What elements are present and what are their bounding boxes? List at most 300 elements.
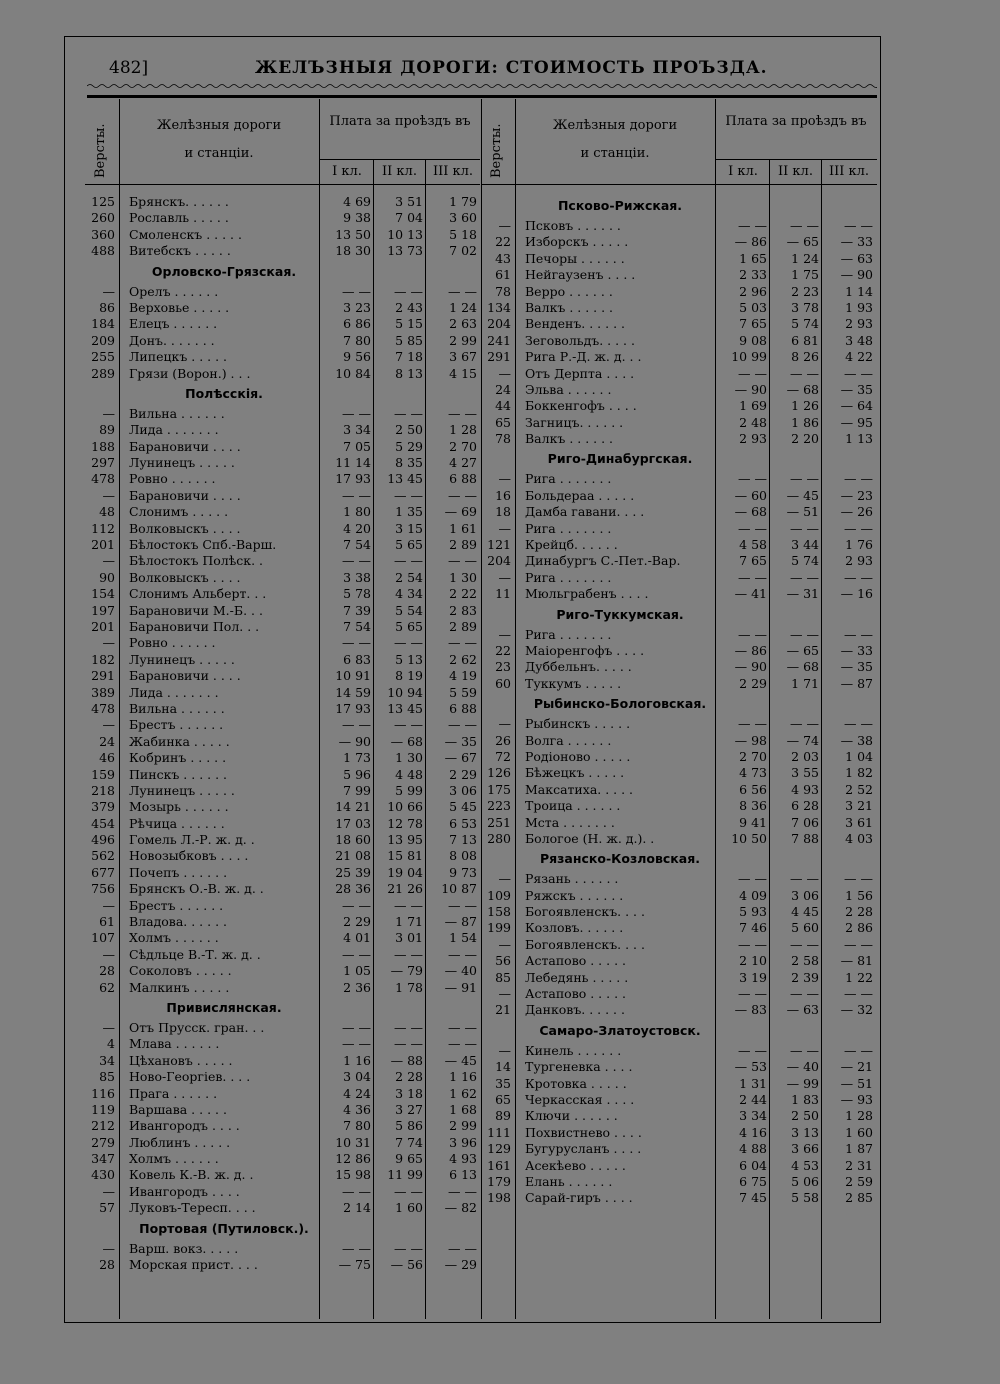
- versts-cell: —: [498, 716, 511, 732]
- section-heading: [481, 447, 877, 471]
- station-cell: Цѣхановъ . . . . .: [129, 1052, 233, 1068]
- fare-class3-cell: — 16: [840, 586, 873, 602]
- table-row: [85, 1241, 480, 1257]
- table-row: [85, 300, 480, 316]
- fare-class3-cell: 2 85: [845, 1190, 873, 1206]
- versts-cell: 179: [487, 1173, 511, 1189]
- station-cell: Елань . . . . . .: [525, 1173, 613, 1189]
- right-rows: [481, 194, 877, 1207]
- fare-class2-cell: — —: [790, 218, 819, 233]
- fare-class2-cell: 3 06: [791, 887, 819, 903]
- fare-class2-cell: 10 66: [387, 799, 423, 815]
- versts-cell: 121: [487, 537, 511, 553]
- fare-class2-cell: 3 44: [791, 537, 819, 553]
- fare-class1-cell: 12 86: [335, 1151, 371, 1167]
- station-cell: Ковель К.-В. ж. д. .: [129, 1167, 254, 1183]
- fare-class2-cell: — —: [394, 553, 423, 569]
- fare-class2-cell: 3 15: [395, 520, 423, 536]
- fare-class1-cell: 4 69: [343, 194, 371, 209]
- station-cell: Троица . . . . . .: [525, 798, 621, 814]
- fare-class3-cell: 2 29: [449, 766, 477, 782]
- fare-class1-cell: 2 33: [739, 267, 767, 283]
- table-row: [85, 603, 480, 619]
- fare-class2-cell: — —: [394, 897, 423, 913]
- fare-class2-cell: 15 81: [387, 848, 423, 864]
- versts-cell: —: [102, 405, 115, 421]
- fare-class2-cell: 5 86: [395, 1118, 423, 1134]
- fare-class1-cell: — —: [342, 487, 371, 503]
- table-row: [481, 218, 877, 234]
- station-cell: Астапово . . . . .: [525, 953, 626, 969]
- versts-cell: 280: [487, 830, 511, 846]
- fare-class1-cell: 6 83: [343, 651, 371, 667]
- fare-class1-cell: 17 93: [335, 700, 371, 716]
- fare-class1-cell: — 41: [734, 586, 767, 602]
- fare-class1-cell: 7 46: [739, 920, 767, 936]
- fare-class2-cell: — 63: [786, 1002, 819, 1018]
- fare-class2-cell: 6 28: [791, 798, 819, 814]
- versts-cell: 107: [91, 930, 115, 946]
- versts-cell: 125: [91, 194, 115, 209]
- table-row: [85, 488, 480, 504]
- fare-class2-cell: — —: [790, 986, 819, 1002]
- fare-header: Плата за проѣздъ въ: [329, 114, 471, 129]
- fare-class2-cell: 8 35: [395, 455, 423, 471]
- station-cell: Барановичи . . . .: [129, 438, 241, 454]
- versts-cell: 197: [91, 602, 115, 618]
- versts-cell: —: [102, 717, 115, 733]
- table-row: [481, 521, 877, 537]
- fare-class2-cell: 5 65: [395, 618, 423, 634]
- fare-class1-cell: — —: [738, 520, 767, 536]
- station-cell: Лунинецъ . . . . .: [129, 782, 235, 798]
- station-cell: Соколовъ . . . . .: [129, 963, 232, 979]
- versts-cell: 209: [91, 332, 115, 348]
- fare-class2-cell: 19 04: [387, 864, 423, 880]
- fare-class2-cell: — 68: [390, 733, 423, 749]
- fare-class3-cell: 3 21: [845, 798, 873, 814]
- table-row: [85, 406, 480, 422]
- fare-class2-cell: 1 78: [395, 979, 423, 995]
- fare-class3-cell: 1 60: [845, 1124, 873, 1140]
- table-row: [481, 782, 877, 798]
- fare-class2-cell: 8 26: [791, 349, 819, 365]
- table-row: [481, 970, 877, 986]
- station-cell: Тургеневка . . . .: [525, 1059, 633, 1075]
- versts-cell: 201: [91, 537, 115, 553]
- fare-class2-cell: 5 99: [395, 782, 423, 798]
- station-cell: Козловъ. . . . . .: [525, 920, 624, 936]
- station-cell: Барановичи Пол. . .: [129, 618, 260, 634]
- class3-header: III кл.: [828, 164, 870, 179]
- versts-cell: —: [102, 1019, 115, 1035]
- fare-header: Плата за проѣздъ въ: [725, 114, 867, 129]
- station-cell: Сарай-гиръ . . . .: [525, 1190, 633, 1206]
- versts-cell: —: [102, 897, 115, 913]
- fare-class1-cell: — —: [342, 553, 371, 569]
- fare-class3-cell: — 23: [840, 487, 873, 503]
- fare-class1-cell: — —: [342, 717, 371, 733]
- roads-header-line1: Желѣзныя дороги: [156, 118, 282, 133]
- table-row: [85, 652, 480, 668]
- page-header: [65, 54, 880, 84]
- fare-class2-cell: 7 18: [395, 349, 423, 365]
- versts-cell: 389: [91, 684, 115, 700]
- fare-class3-cell: — 87: [444, 914, 477, 930]
- fare-class1-cell: 2 14: [343, 1200, 371, 1216]
- fare-class1-cell: — 90: [338, 733, 371, 749]
- fare-class1-cell: — —: [738, 716, 767, 732]
- table-row: [481, 1174, 877, 1190]
- fare-class1-cell: 4 36: [343, 1101, 371, 1117]
- fare-class1-cell: — —: [342, 283, 371, 299]
- fare-class3-cell: 4 19: [449, 668, 477, 684]
- fare-class3-cell: 3 67: [449, 349, 477, 365]
- table-row: [85, 243, 480, 259]
- fare-class1-cell: 9 56: [343, 349, 371, 365]
- fare-class3-cell: 2 28: [845, 904, 873, 920]
- station-cell: Изборскъ . . . . .: [525, 234, 629, 250]
- versts-cell: 48: [99, 504, 115, 520]
- station-cell: Дуббельнъ. . . . .: [525, 659, 632, 675]
- right-table: [481, 99, 877, 1319]
- fare-class2-cell: 4 53: [791, 1157, 819, 1173]
- fare-class3-cell: 1 93: [845, 299, 873, 315]
- fare-class2-cell: — 40: [786, 1059, 819, 1075]
- fare-class1-cell: — 83: [734, 1002, 767, 1018]
- versts-cell: 57: [99, 1200, 115, 1216]
- fare-class1-cell: 6 56: [739, 781, 767, 797]
- fare-class3-cell: — —: [448, 635, 477, 651]
- fare-class2-cell: 2 23: [791, 283, 819, 299]
- fare-class2-cell: — —: [790, 716, 819, 732]
- fare-class1-cell: — —: [342, 897, 371, 913]
- table-row: [481, 284, 877, 300]
- versts-cell: —: [102, 283, 115, 299]
- fare-class1-cell: 9 08: [739, 332, 767, 348]
- fare-class1-cell: — 86: [734, 234, 767, 250]
- station-cell: Ряжскъ . . . . . .: [525, 887, 624, 903]
- versts-cell: —: [102, 946, 115, 962]
- table-row: [481, 627, 877, 643]
- fare-class3-cell: 3 96: [449, 1134, 477, 1150]
- fare-class3-cell: 6 88: [449, 700, 477, 716]
- fare-class2-cell: 4 45: [791, 904, 819, 920]
- table-row: [481, 316, 877, 332]
- fare-class1-cell: 4 73: [739, 765, 767, 781]
- section-title: Орловско-Грязская.: [151, 263, 297, 279]
- versts-cell: 218: [91, 782, 115, 798]
- table-row: [85, 1184, 480, 1200]
- versts-cell: 154: [91, 586, 115, 602]
- section-title: Полѣсскія.: [185, 385, 263, 401]
- fare-class3-cell: 1 87: [845, 1141, 873, 1157]
- station-cell: Барановичи М.-Б. . .: [129, 602, 263, 618]
- table-row: [85, 717, 480, 733]
- fare-class1-cell: 7 45: [739, 1190, 767, 1206]
- fare-class3-cell: 2 62: [449, 651, 477, 667]
- fare-class2-cell: 10 94: [387, 684, 423, 700]
- fare-class2-cell: 2 03: [791, 748, 819, 764]
- table-row: [85, 816, 480, 832]
- fare-class3-cell: 10 87: [441, 881, 477, 897]
- fare-class3-cell: 2 70: [449, 438, 477, 454]
- fare-class1-cell: 7 99: [343, 782, 371, 798]
- fare-class1-cell: 2 93: [739, 431, 767, 447]
- fare-class1-cell: 1 31: [739, 1075, 767, 1091]
- station-cell: Волковыскъ . . . .: [129, 569, 241, 585]
- table-row: [481, 300, 877, 316]
- fare-class1-cell: 2 70: [739, 748, 767, 764]
- versts-cell: 23: [495, 659, 511, 675]
- versts-cell: 291: [91, 668, 115, 684]
- fare-class2-cell: 1 35: [395, 504, 423, 520]
- fare-class3-cell: 1 54: [449, 930, 477, 946]
- fare-class1-cell: 5 96: [343, 766, 371, 782]
- fare-class3-cell: — —: [844, 218, 873, 233]
- fare-class2-cell: 1 30: [395, 750, 423, 766]
- station-cell: Загницъ. . . . . .: [525, 414, 624, 430]
- section-title: Риго-Туккумская.: [556, 606, 684, 622]
- fare-class2-cell: 1 75: [791, 267, 819, 283]
- table-row: [481, 716, 877, 732]
- station-cell: Мюльграбенъ . . . .: [525, 586, 649, 602]
- versts-cell: 22: [495, 642, 511, 658]
- fare-class3-cell: — 63: [840, 250, 873, 266]
- fare-class2-cell: 1 86: [791, 414, 819, 430]
- station-cell: Холмъ . . . . . .: [129, 1151, 219, 1167]
- station-cell: Рига Р.-Д. ж. д. . .: [525, 349, 642, 365]
- station-cell: Ивангородъ . . . .: [129, 1183, 240, 1199]
- fare-class1-cell: 1 69: [739, 398, 767, 414]
- fare-class3-cell: — 51: [840, 1075, 873, 1091]
- station-cell: Маіоренгофъ . . . .: [525, 642, 645, 658]
- fare-class1-cell: 4 20: [343, 520, 371, 536]
- versts-cell: 56: [495, 953, 511, 969]
- table-row: [481, 920, 877, 936]
- fare-class2-cell: — —: [790, 936, 819, 952]
- fare-class1-cell: — —: [738, 626, 767, 642]
- fare-class3-cell: 2 63: [449, 316, 477, 332]
- fare-class2-cell: — —: [790, 365, 819, 381]
- station-cell: Валкъ . . . . . .: [525, 431, 614, 447]
- versts-cell: 251: [487, 814, 511, 830]
- fare-class2-cell: 7 04: [395, 210, 423, 226]
- fare-class2-cell: — —: [394, 1183, 423, 1199]
- fare-class1-cell: — —: [342, 1183, 371, 1199]
- fare-class2-cell: 13 73: [387, 243, 423, 259]
- table-row: [481, 1043, 877, 1059]
- fare-class2-cell: 5 65: [395, 537, 423, 553]
- fare-class3-cell: — —: [448, 283, 477, 299]
- station-cell: Верховье . . . . .: [129, 299, 230, 315]
- versts-cell: 89: [99, 422, 115, 438]
- versts-cell: 109: [487, 887, 511, 903]
- fare-class3-cell: — —: [844, 936, 873, 952]
- section-title: Рязанско-Козловская.: [539, 851, 701, 867]
- fare-class1-cell: — —: [342, 1036, 371, 1052]
- versts-cell: —: [102, 553, 115, 569]
- station-cell: Барановичи . . . .: [129, 668, 241, 684]
- fare-class3-cell: 3 06: [449, 782, 477, 798]
- fare-class1-cell: 6 04: [739, 1157, 767, 1173]
- table-row: [481, 349, 877, 365]
- versts-cell: 90: [99, 569, 115, 585]
- table-row: [481, 871, 877, 887]
- fare-class2-cell: 3 13: [791, 1124, 819, 1140]
- versts-cell: 199: [487, 920, 511, 936]
- fare-class2-cell: 6 81: [791, 332, 819, 348]
- table-row: [85, 1118, 480, 1134]
- table-row: [481, 1059, 877, 1075]
- station-cell: Боккенгофъ . . . .: [525, 398, 637, 414]
- table-row: [85, 333, 480, 349]
- section-heading: [481, 603, 877, 627]
- table-row: [481, 986, 877, 1002]
- versts-cell: 478: [91, 700, 115, 716]
- station-cell: Брестъ . . . . . .: [129, 897, 224, 913]
- versts-cell: 72: [495, 748, 511, 764]
- fare-class3-cell: 2 89: [449, 537, 477, 553]
- station-cell: Прага . . . . . .: [129, 1085, 218, 1101]
- fare-class1-cell: 10 84: [335, 365, 371, 381]
- fare-class2-cell: — —: [394, 487, 423, 503]
- table-row: [481, 537, 877, 553]
- table-row: [85, 1102, 480, 1118]
- fare-class1-cell: — 68: [734, 504, 767, 520]
- fare-class3-cell: — —: [448, 897, 477, 913]
- fare-class1-cell: 3 04: [343, 1069, 371, 1085]
- fare-class2-cell: 5 54: [395, 602, 423, 618]
- wavy-rule: [87, 83, 877, 89]
- station-cell: Рыбинскъ . . . . .: [525, 716, 631, 732]
- fare-class1-cell: — —: [342, 1240, 371, 1256]
- station-cell: Родіоново . . . . .: [525, 748, 631, 764]
- versts-cell: 161: [487, 1157, 511, 1173]
- page-number: 482]: [109, 58, 149, 78]
- section-heading: [481, 847, 877, 871]
- versts-cell: 255: [91, 349, 115, 365]
- section-heading: [85, 260, 480, 284]
- fare-class2-cell: 4 34: [395, 586, 423, 602]
- fare-class3-cell: 1 13: [845, 431, 873, 447]
- table-row: [481, 366, 877, 382]
- versts-cell: 60: [495, 675, 511, 691]
- fare-class3-cell: 2 93: [845, 316, 873, 332]
- table-row: [481, 415, 877, 431]
- fare-class3-cell: 4 93: [449, 1151, 477, 1167]
- versts-cell: 119: [91, 1101, 115, 1117]
- fare-class1-cell: — 86: [734, 642, 767, 658]
- station-cell: Бѣлостокъ Спб.-Варш.: [129, 537, 277, 553]
- table-row: [85, 685, 480, 701]
- fare-class1-cell: — 53: [734, 1059, 767, 1075]
- fare-class3-cell: 2 89: [449, 618, 477, 634]
- fare-class1-cell: 1 65: [739, 250, 767, 266]
- fare-class3-cell: 1 16: [449, 1069, 477, 1085]
- section-heading: [85, 996, 480, 1020]
- fare-class2-cell: — —: [394, 717, 423, 733]
- station-cell: Волга . . . . . .: [525, 732, 612, 748]
- table-row: [85, 799, 480, 815]
- fare-class3-cell: — 69: [444, 504, 477, 520]
- versts-cell: 126: [487, 765, 511, 781]
- fare-class2-cell: 5 58: [791, 1190, 819, 1206]
- table-row: [481, 234, 877, 250]
- fare-class1-cell: 28 36: [335, 881, 371, 897]
- fare-class1-cell: — —: [342, 635, 371, 651]
- versts-cell: 61: [99, 914, 115, 930]
- station-cell: Смоленскъ . . . . .: [129, 226, 242, 242]
- fare-class1-cell: — 60: [734, 487, 767, 503]
- station-cell: Брестъ . . . . . .: [129, 717, 224, 733]
- fare-class1-cell: — —: [738, 218, 767, 233]
- fare-class1-cell: 6 75: [739, 1173, 767, 1189]
- station-cell: Варш. вокз. . . . .: [129, 1240, 239, 1256]
- station-cell: Верро . . . . . .: [525, 283, 613, 299]
- station-cell: Холмъ . . . . . .: [129, 930, 219, 946]
- station-cell: Жабинка . . . . .: [129, 733, 230, 749]
- table-row: [85, 227, 480, 243]
- versts-cell: 159: [91, 766, 115, 782]
- fare-class1-cell: 9 41: [739, 814, 767, 830]
- versts-cell: 198: [487, 1190, 511, 1206]
- fare-class3-cell: — —: [844, 365, 873, 381]
- versts-cell: —: [102, 1183, 115, 1199]
- station-cell: Эльва . . . . . .: [525, 381, 612, 397]
- fare-class3-cell: 1 22: [845, 969, 873, 985]
- fare-class1-cell: 7 54: [343, 537, 371, 553]
- fare-class3-cell: — 45: [444, 1052, 477, 1068]
- fare-class2-cell: 3 55: [791, 765, 819, 781]
- station-cell: Липецкъ . . . . .: [129, 349, 228, 365]
- versts-cell: 454: [91, 815, 115, 831]
- fare-class1-cell: 8 36: [739, 798, 767, 814]
- versts-cell: 28: [99, 1257, 115, 1273]
- fare-class2-cell: 13 95: [387, 832, 423, 848]
- fare-class2-cell: — 99: [786, 1075, 819, 1091]
- station-cell: Ключи . . . . . .: [525, 1108, 618, 1124]
- versts-cell: 488: [91, 243, 115, 259]
- station-cell: Бугурусланъ . . . .: [525, 1141, 642, 1157]
- station-cell: Рославль . . . . .: [129, 210, 229, 226]
- fare-class3-cell: — 33: [840, 642, 873, 658]
- station-cell: Туккумъ . . . . .: [525, 675, 622, 691]
- fare-class2-cell: — 79: [390, 963, 423, 979]
- station-cell: Крейцб. . . . . .: [525, 537, 618, 553]
- versts-cell: 85: [99, 1069, 115, 1085]
- section-title: Привислянская.: [166, 999, 282, 1015]
- station-cell: Валкъ . . . . . .: [525, 299, 614, 315]
- versts-cell: 360: [91, 226, 115, 242]
- versts-cell: —: [498, 626, 511, 642]
- fare-class2-cell: — —: [790, 471, 819, 487]
- table-row: [85, 832, 480, 848]
- table-row: [85, 980, 480, 996]
- fare-class2-cell: — 68: [786, 381, 819, 397]
- versts-cell: 297: [91, 455, 115, 471]
- fare-class1-cell: 2 96: [739, 283, 767, 299]
- table-row: [85, 914, 480, 930]
- versts-cell: 223: [487, 798, 511, 814]
- table-row: [481, 1092, 877, 1108]
- table-row: [85, 1167, 480, 1183]
- fare-class2-cell: 7 88: [791, 830, 819, 846]
- station-cell: Лунинецъ . . . . .: [129, 455, 235, 471]
- fare-class1-cell: 2 44: [739, 1091, 767, 1107]
- fare-class2-cell: 2 43: [395, 299, 423, 315]
- table-row: [85, 1135, 480, 1151]
